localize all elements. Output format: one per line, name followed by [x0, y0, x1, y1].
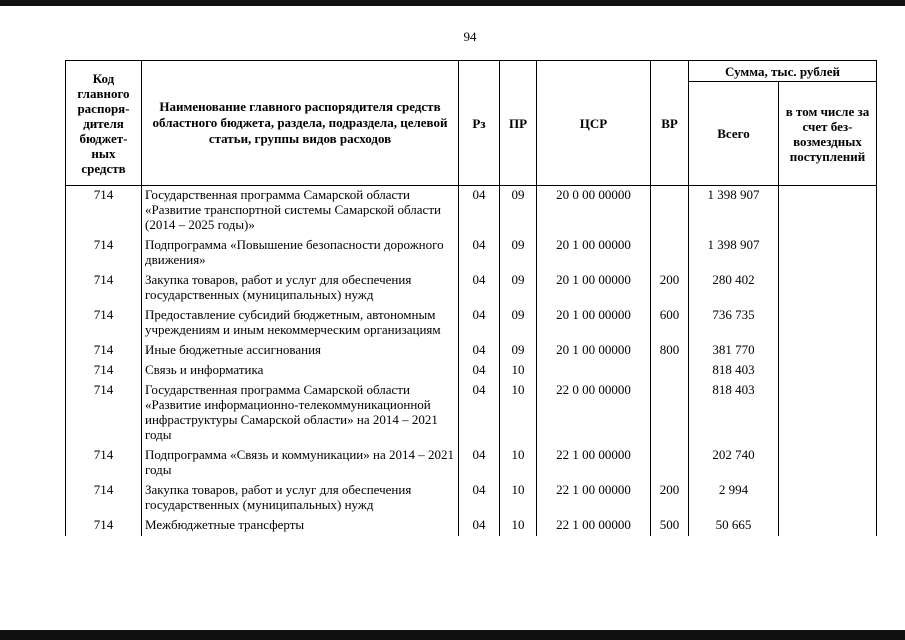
budget-table [65, 60, 877, 536]
cell-name: Межбюджетные трансферты [142, 516, 459, 536]
cell-incl [779, 381, 877, 446]
cell-csr: 20 1 00 00000 [537, 341, 651, 361]
cell-total: 381 770 [689, 341, 779, 361]
cell-rz: 04 [459, 361, 500, 381]
cell-csr: 20 1 00 00000 [537, 236, 651, 271]
cell-code: 714 [66, 271, 142, 306]
cell-vr: 600 [651, 306, 689, 341]
cell-pr: 09 [500, 306, 537, 341]
cell-rz: 04 [459, 236, 500, 271]
cell-incl [779, 341, 877, 361]
cell-rz: 04 [459, 446, 500, 481]
cell-name: Иные бюджетные ассигнования [142, 341, 459, 361]
cell-pr: 09 [500, 271, 537, 306]
header-code: Код главного распоря- дителя бюджет- ных средств [66, 61, 142, 186]
cell-total: 280 402 [689, 271, 779, 306]
cell-name: Предоставление субсидий бюджетным, автономным учреждениям и иным некоммерческим организациям [142, 306, 459, 341]
page-number: 94 [463, 29, 477, 44]
header-sum-group: Сумма, тыс. рублей [689, 61, 877, 82]
cell-total: 1 398 907 [689, 236, 779, 271]
cell-total: 2 994 [689, 481, 779, 516]
header-rz: Рз [459, 61, 500, 186]
cell-total: 1 398 907 [689, 186, 779, 237]
cell-vr [651, 236, 689, 271]
cell-vr [651, 381, 689, 446]
cell-rz: 04 [459, 516, 500, 536]
table-row [66, 341, 877, 361]
header-total: Всего [689, 82, 779, 186]
table-row [66, 186, 877, 237]
header-name: Наименование главного распорядителя средств областного бюджета, раздела, подраздела, целевой статьи, группы видов расходов [142, 61, 459, 186]
table-body [66, 186, 877, 537]
cell-csr: 22 1 00 00000 [537, 516, 651, 536]
cell-pr: 10 [500, 361, 537, 381]
cell-rz: 04 [459, 271, 500, 306]
cell-name: Закупка товаров, работ и услуг для обеспечения государственных (муниципальных) нужд [142, 271, 459, 306]
table-row [66, 516, 877, 536]
cell-pr: 10 [500, 481, 537, 516]
header-vr: ВР [651, 61, 689, 186]
cell-csr: 20 0 00 00000 [537, 186, 651, 237]
cell-name: Подпрограмма «Повышение безопасности дорожного движения» [142, 236, 459, 271]
cell-total: 736 735 [689, 306, 779, 341]
cell-code: 714 [66, 341, 142, 361]
cell-code: 714 [66, 186, 142, 237]
cell-code: 714 [66, 381, 142, 446]
header-incl: в том числе за счет без-возмездных поступлений [779, 82, 877, 186]
cell-pr: 09 [500, 341, 537, 361]
table-row [66, 446, 877, 481]
cell-incl [779, 516, 877, 536]
table-row [66, 361, 877, 381]
cell-rz: 04 [459, 381, 500, 446]
cell-vr [651, 361, 689, 381]
cell-vr [651, 446, 689, 481]
cell-vr: 800 [651, 341, 689, 361]
cell-vr: 200 [651, 481, 689, 516]
scan-bottom-edge [0, 630, 905, 640]
cell-rz: 04 [459, 186, 500, 237]
cell-csr: 22 0 00 00000 [537, 381, 651, 446]
header-pr: ПР [500, 61, 537, 186]
cell-vr: 500 [651, 516, 689, 536]
table-row [66, 381, 877, 446]
cell-rz: 04 [459, 341, 500, 361]
cell-code: 714 [66, 361, 142, 381]
cell-name: Связь и информатика [142, 361, 459, 381]
cell-total: 50 665 [689, 516, 779, 536]
cell-code: 714 [66, 516, 142, 536]
cell-csr: 22 1 00 00000 [537, 446, 651, 481]
cell-name: Подпрограмма «Связь и коммуникации» на 2014 – 2021 годы [142, 446, 459, 481]
cell-code: 714 [66, 306, 142, 341]
cell-csr [537, 361, 651, 381]
scan-top-edge [0, 0, 905, 6]
cell-code: 714 [66, 446, 142, 481]
cell-rz: 04 [459, 306, 500, 341]
cell-incl [779, 361, 877, 381]
cell-vr: 200 [651, 271, 689, 306]
cell-csr: 20 1 00 00000 [537, 271, 651, 306]
cell-incl [779, 186, 877, 237]
cell-pr: 09 [500, 236, 537, 271]
cell-total: 818 403 [689, 381, 779, 446]
table-row [66, 481, 877, 516]
cell-pr: 10 [500, 516, 537, 536]
cell-incl [779, 306, 877, 341]
cell-incl [779, 446, 877, 481]
cell-total: 202 740 [689, 446, 779, 481]
cell-pr: 10 [500, 381, 537, 446]
cell-vr [651, 186, 689, 237]
cell-csr: 22 1 00 00000 [537, 481, 651, 516]
cell-incl [779, 236, 877, 271]
cell-incl [779, 481, 877, 516]
cell-pr: 10 [500, 446, 537, 481]
cell-pr: 09 [500, 186, 537, 237]
cell-csr: 20 1 00 00000 [537, 306, 651, 341]
table-header [66, 61, 877, 186]
cell-name: Закупка товаров, работ и услуг для обеспечения государственных (муниципальных) нужд [142, 481, 459, 516]
cell-code: 714 [66, 481, 142, 516]
cell-incl [779, 271, 877, 306]
table-row [66, 306, 877, 341]
cell-name: Государственная программа Самарской области «Развитие транспортной системы Самарской области (2014 – 2025 годы)» [142, 186, 459, 237]
header-csr: ЦСР [537, 61, 651, 186]
cell-name: Государственная программа Самарской области «Развитие информационно-телекоммуникационной инфраструктуры Самарской области» на 2014 – 2021 годы [142, 381, 459, 446]
cell-total: 818 403 [689, 361, 779, 381]
table-row [66, 271, 877, 306]
table-row [66, 236, 877, 271]
cell-rz: 04 [459, 481, 500, 516]
cell-code: 714 [66, 236, 142, 271]
